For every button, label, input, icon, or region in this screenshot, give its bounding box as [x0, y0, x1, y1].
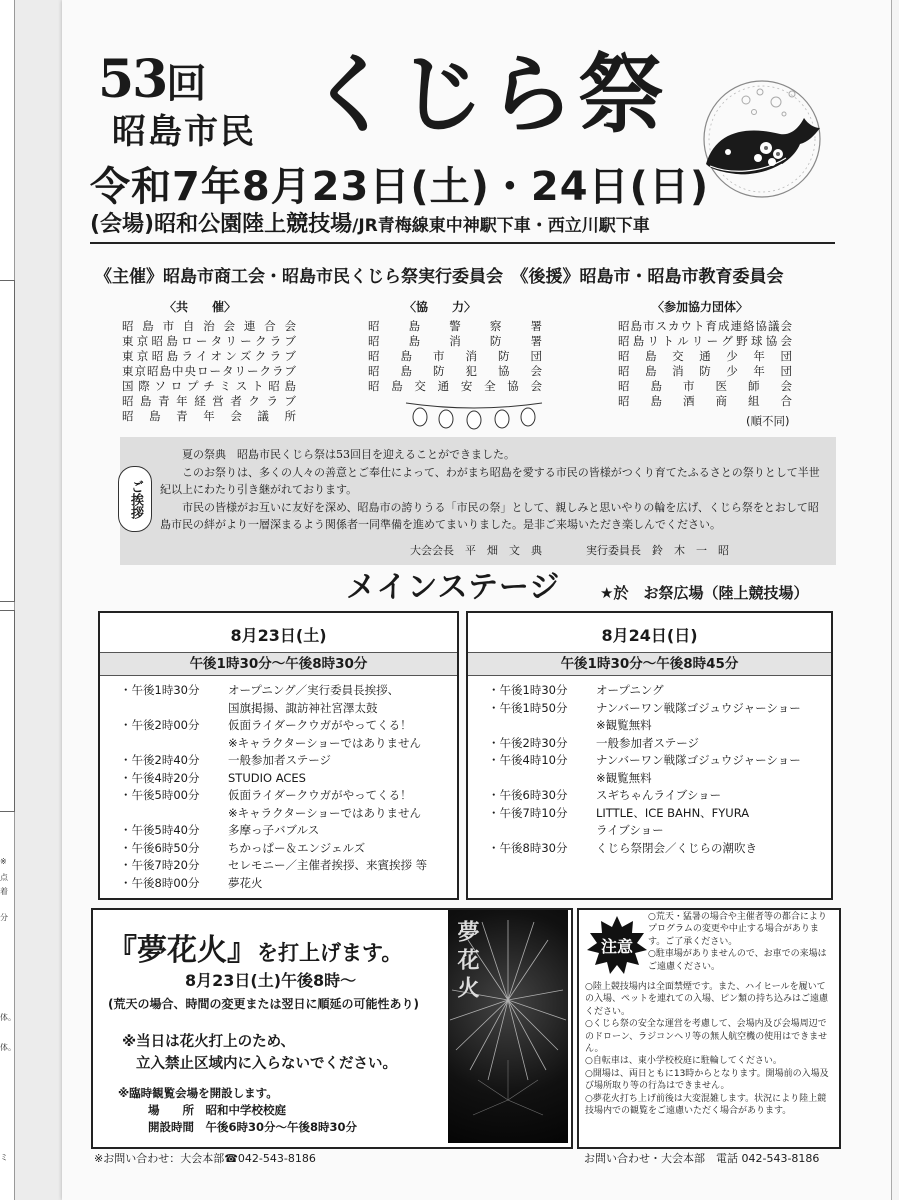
footer-contact-left: ※お問い合わせ：大会本部☎042-543-8186 — [94, 1152, 316, 1165]
edition-subtitle: 昭島市民 — [112, 112, 256, 152]
list-item: 東京昭島中央ロータリークラブ — [122, 364, 296, 378]
schedule-row: ・午後8時30分 くじら祭閉会／くじらの潮吹き — [488, 840, 757, 855]
schedule-row: ・午後5時00分 仮面ライダークウガがやってくる！ — [120, 788, 412, 802]
schedule-row: ※観覧無料 — [596, 718, 652, 732]
edition-number: 53回 — [98, 49, 205, 110]
greeting-paragraph: このお祭りは、多くの人々の善意とご奉仕によって、わがまち昭島を愛する市民の皆様がつくり育てたふるさとの祭りとして半世紀以上にわたり引き継がれております。 — [160, 465, 820, 496]
adjacent-page-box — [0, 280, 15, 602]
schedule-row: ※キャラクターショーではありません — [228, 805, 421, 820]
whale-icon — [696, 78, 828, 200]
fireworks-date: 8月23日(土)午後8時～ — [185, 971, 357, 990]
list-item: 昭島市自治会連合会 — [122, 319, 296, 333]
info-line: 場 所 昭和中学校校庭 — [148, 1103, 286, 1117]
list-item: 昭島警察署 — [368, 319, 542, 333]
schedule-row: ・午後8時00分 夢花火 — [120, 875, 263, 890]
info-line: ※臨時観覧会場を開設します。 — [118, 1086, 278, 1100]
festival-title: くじら祭 — [308, 45, 668, 145]
greeting-paragraph: 市民の皆様がお互いに友好を深め、昭島市の誇りうる「市民の祭」として、親しみと思いやりの輪を広げ、くじら祭をとおして昭島市民の絆がより一層深まるよう関係者一同準備を進めてまいりました。是非ご来場いただき楽しんでください。 — [160, 500, 819, 531]
stage-title: メインステージ — [346, 570, 561, 605]
caution-item: ○開場は、両日ともに13時からとなります。開場前の入場及び場所取り等の行為はできません。 — [585, 1068, 829, 1092]
list-item: 昭島リトルリーグ野球協会 — [618, 334, 792, 348]
organizers: 《主催》昭島市商工会・昭島市民くじら祭実行委員会 《後援》昭島市・昭島市教育委員会 — [95, 267, 784, 287]
fireworks-warning — [122, 1031, 397, 1075]
list-item: 昭島防犯協会 — [368, 364, 542, 378]
schedule-row: ・午後1時50分 ナンバーワン戦隊ゴジュウジャーショー — [488, 700, 801, 715]
list-item: 東京昭島ライオンズクラブ — [122, 349, 296, 363]
venue: (会場)昭和公園陸上競技場/JR青梅線東中神駅下車・西立川駅下車 — [90, 212, 650, 237]
warning-line: 立入禁止区域内に入らないでください。 — [136, 1056, 397, 1072]
day2-list — [468, 676, 831, 857]
fireworks-weather-note: (荒天の場合、時間の変更または翌日に順延の可能性あり) — [108, 997, 419, 1011]
schedule-row: 国旗掲揚、諏訪神社宮澤太鼓 — [228, 700, 378, 715]
schedule-row: ・午後4時20分 STUDIO ACES — [120, 770, 306, 785]
adjacent-page-text: 体。 — [0, 1043, 16, 1052]
sanka-list — [618, 319, 792, 409]
schedule-row: ※観覧無料 — [596, 770, 652, 785]
warning-line: ※当日は花火打上のため、 — [122, 1034, 296, 1050]
day1-date: 8月23日(土) — [230, 626, 327, 645]
adjacent-page-text: 分 — [0, 913, 8, 922]
info-line: 開設時間 午後6時30分～午後8時30分 — [148, 1120, 358, 1134]
adjacent-page-box — [0, 610, 15, 812]
list-item: 昭島市スカウト育成連絡協議会 — [618, 319, 792, 333]
sanka-note: (順不同) — [746, 414, 790, 428]
day1-list — [100, 676, 457, 892]
day1-hours: 午後1時30分～午後8時30分 — [100, 652, 457, 676]
caution-badge-label: 注意 — [600, 937, 633, 956]
festival-date: 令和7年8月23日(土)・24日(日) — [90, 164, 710, 210]
greeting-label: ご挨拶 — [118, 466, 152, 532]
list-item: 昭島消防署 — [368, 334, 542, 348]
viewing-area-info — [118, 1085, 357, 1136]
list-item: 昭島交通少年団 — [618, 349, 792, 363]
list-item: 東京昭島ロータリークラブ — [122, 334, 296, 348]
list-item: 昭島青年会議所 — [122, 409, 296, 423]
stage-place: ★於 お祭広場（陸上競技場） — [600, 584, 809, 602]
schedule-row: ・午後2時30分 一般参加者ステージ — [488, 735, 700, 750]
list-item: 国際ソロプチミスト昭島 — [122, 379, 296, 393]
list-item: 昭島市医師会 — [618, 379, 792, 393]
kyosai-heading: 〈共 催〉 — [164, 300, 237, 314]
schedule-row: ・午後6時50分 ちかっぱー＆エンジェルズ — [120, 840, 366, 855]
caution-item: ○陸上競技場内は全面禁煙です。また、ハイヒールを履いての入場、ペットを連れての入場、ピン類の持ち込みはご遠慮ください。 — [585, 982, 829, 1017]
caution-item: ○自転車は、東小学校校庭に駐輪してください。 — [585, 1056, 782, 1067]
day2-schedule — [466, 611, 833, 900]
caution-item: ○夢花火打ち上げ前後は大変混雑します。状況により陸上競技場内での観覧をご遠慮いただく場合があります。 — [585, 1093, 827, 1117]
caution-item: ○くじら祭の安全な運営を考慮して、会場内及び会場周辺でのドローン、ラジコンヘリ等の無人航空機の使用はできません。 — [585, 1019, 828, 1055]
adjacent-page-text: 体。 — [0, 1013, 16, 1022]
adjacent-page-text: 着 — [0, 887, 8, 896]
schedule-row: ・午後7時10分 LITTLE、ICE BAHN、FYURA — [488, 805, 750, 820]
schedule-row: ・午後6時30分 スギちゃんライブショー — [488, 788, 722, 802]
kyosai-list — [122, 319, 296, 424]
sanka-heading: 〈参加協力団体〉 — [652, 300, 749, 314]
schedule-row: ・午後2時00分 仮面ライダークウガがやってくる！ — [120, 718, 412, 732]
day2-date: 8月24日(日) — [601, 626, 698, 645]
lantern-icon — [404, 397, 544, 431]
adjacent-page-text: 点 — [0, 873, 8, 882]
caution-item: ○荒天・猛暑の場合や主催者等の都合によりプログラムの変更や中止する場合があります。ご了承ください。 — [648, 912, 827, 947]
greeting-paragraph: 夏の祭典 昭島市民くじら祭は53回目を迎えることができました。 — [182, 448, 515, 461]
kyoryoku-list — [368, 319, 542, 394]
day1-schedule — [98, 611, 459, 900]
schedule-row: ・午後1時30分 オープニング — [488, 683, 664, 697]
list-item: 昭島交通安全協会 — [368, 379, 542, 393]
schedule-row: ・午後1時30分 オープニング／実行委員長挨拶、 — [120, 683, 400, 697]
schedule-row: ライブショー — [596, 823, 664, 837]
schedule-row: ・午後7時20分 セレモニー／主催者挨拶、来賓挨拶 等 — [120, 858, 428, 872]
schedule-row: ・午後4時10分 ナンバーワン戦隊ゴジュウジャーショー — [488, 753, 801, 767]
list-item: 昭島酒商組合 — [618, 394, 792, 408]
footer-contact-right: お問い合わせ・大会本部 電話 042-543-8186 — [584, 1152, 820, 1165]
fireworks-photo-text: 夢花火 — [454, 920, 479, 1004]
adjacent-page-text: ミ — [0, 1153, 8, 1162]
schedule-row: ・午後5時40分 多摩っ子バブルス — [120, 823, 320, 837]
list-item: 昭島青年経営者クラブ — [122, 394, 296, 408]
schedule-row: ・午後2時40分 一般参加者ステージ — [120, 753, 332, 767]
schedule-row: ※キャラクターショーではありません — [228, 735, 421, 750]
fireworks-title: 『夢花火』を打上げます。 — [107, 933, 403, 968]
caution-list-lower — [585, 981, 831, 1117]
caution-item: ○駐車場がありませんので、お車での来場はご遠慮ください。 — [648, 949, 827, 972]
divider — [90, 242, 835, 244]
greeting-signature: 大会会長 平 畑 文 典 実行委員長 鈴 木 一 昭 — [410, 544, 729, 557]
caution-list — [648, 911, 832, 973]
kyoryoku-heading: 〈協 力〉 — [404, 300, 477, 314]
adjacent-page-text: ※ — [0, 857, 7, 866]
greeting-text — [126, 446, 826, 534]
list-item: 昭島市消防団 — [368, 349, 542, 363]
list-item: 昭島消防少年団 — [618, 364, 792, 378]
page-edge — [891, 0, 899, 1200]
day2-hours: 午後1時30分～午後8時45分 — [468, 652, 831, 676]
